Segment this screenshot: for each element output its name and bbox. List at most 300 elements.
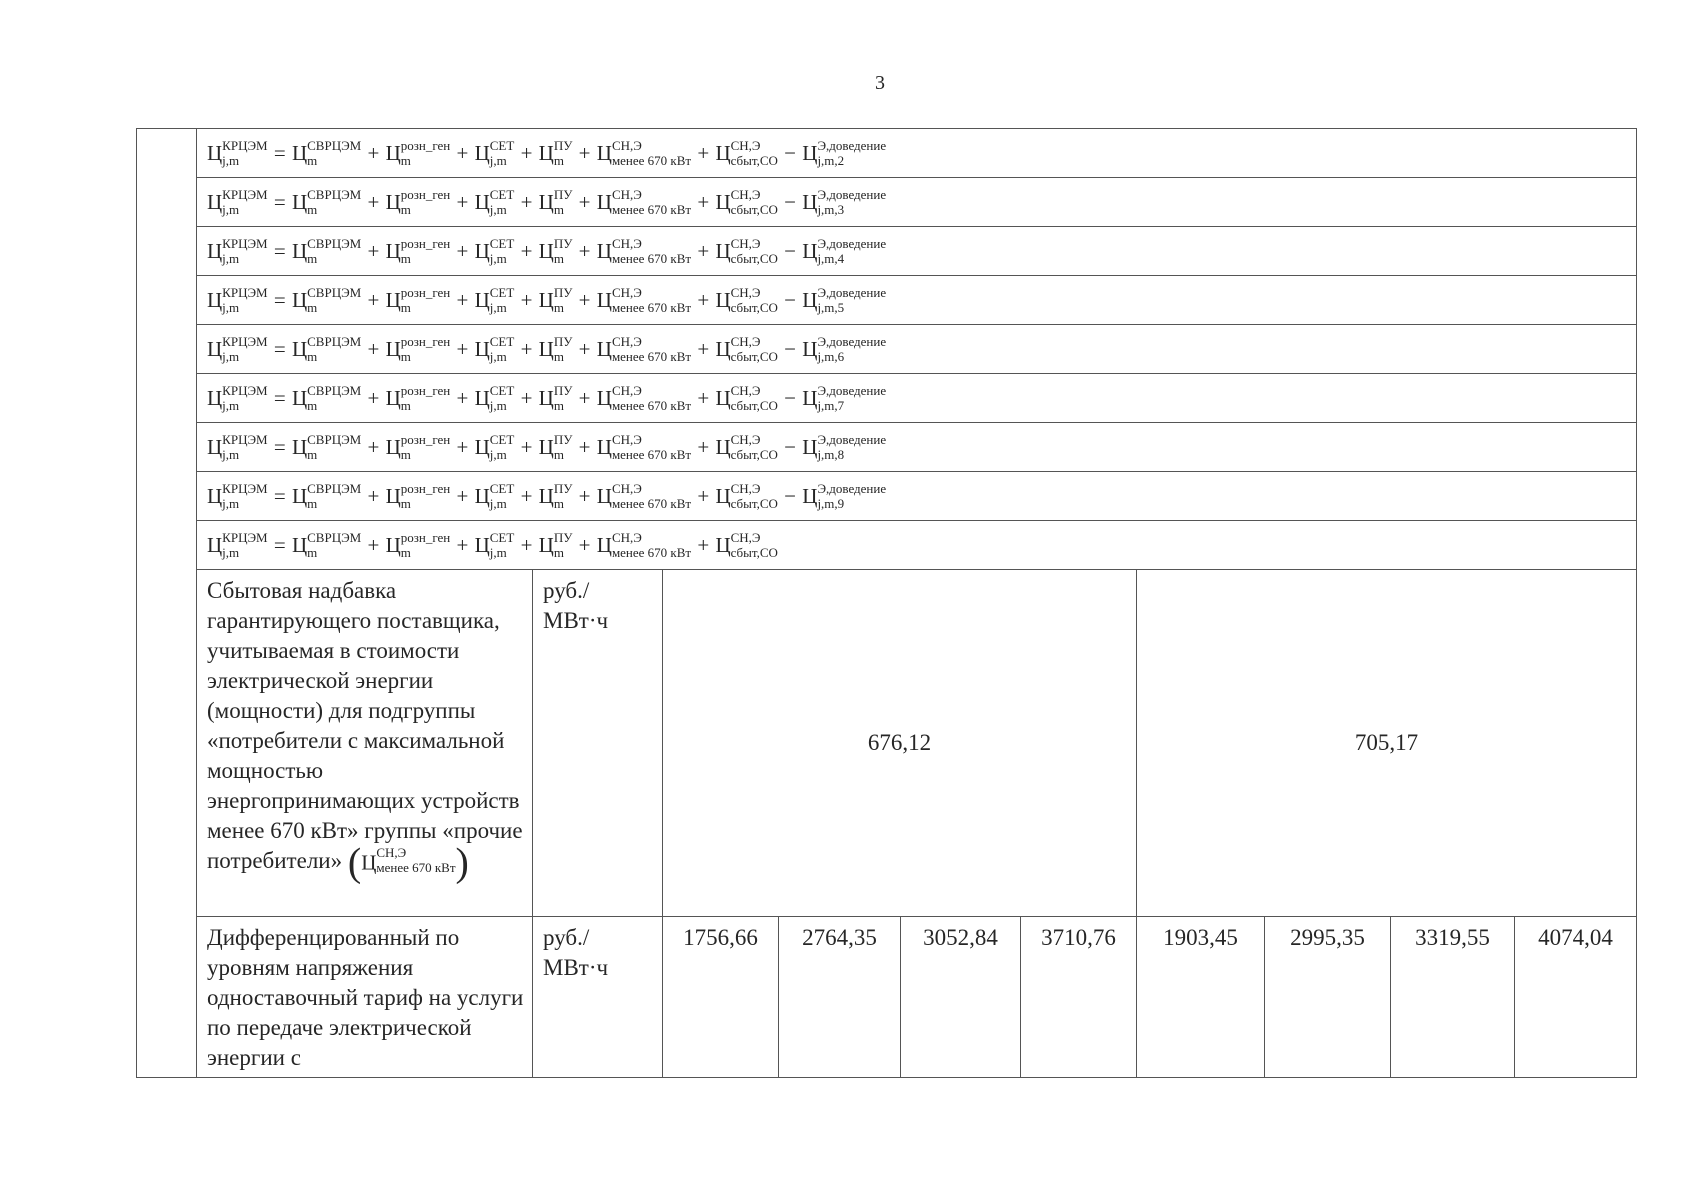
formula-part: j,m <box>489 299 507 315</box>
formula-part: Ц <box>802 386 818 410</box>
formula-part: + <box>578 533 591 557</box>
formula-part: Ц <box>715 484 731 508</box>
formula-part: m <box>400 299 411 315</box>
formula-part: Ц <box>596 141 612 165</box>
formula-part: СЕТ <box>489 284 515 300</box>
formula-part: j,m <box>222 299 240 315</box>
formula-part: j,m,3 <box>817 201 845 217</box>
formula-part: Ц <box>596 484 612 508</box>
formula-part: ПУ <box>553 137 573 153</box>
formula-part: СЕТ <box>489 137 515 153</box>
formula <box>207 480 887 511</box>
formula-part: m <box>400 397 411 413</box>
formula-part: СН,Э <box>611 284 642 300</box>
formula-part: + <box>578 190 591 214</box>
formula-part: КРЦЭМ <box>222 382 268 398</box>
formula-part: m <box>400 544 411 560</box>
formula-part: менее 670 кВт <box>611 201 692 217</box>
formula-part: сбыт,СО <box>730 250 778 266</box>
formula-part: j,m,2 <box>817 152 845 168</box>
formula-part: Ц <box>538 484 554 508</box>
formula-part: Ц <box>474 239 490 263</box>
formula-part: Ц <box>596 239 612 263</box>
price-symbol: Ц <box>207 288 223 312</box>
formula-row <box>137 227 1637 276</box>
formula-part: ПУ <box>553 480 573 496</box>
formula-part: − <box>784 435 797 459</box>
formula-cell <box>197 178 1637 227</box>
formula-part: Ц <box>474 141 490 165</box>
formula-part: СН,Э <box>730 480 761 496</box>
formula-part: m <box>553 544 564 560</box>
formula-part: Ц <box>802 288 818 312</box>
formula-part: СЕТ <box>489 235 515 251</box>
formula-part: + <box>456 435 469 459</box>
formula-part: ПУ <box>553 529 573 545</box>
formula-part: + <box>520 337 533 361</box>
formula-part: j,m <box>222 201 240 217</box>
formula-part: + <box>697 288 710 312</box>
formula-part: Э,доведение <box>817 284 887 300</box>
formula-part: m <box>307 446 318 462</box>
formula-part: + <box>578 141 591 165</box>
formula-part: + <box>456 386 469 410</box>
paren-close: ) <box>455 839 469 885</box>
price-symbol: Ц <box>207 386 223 410</box>
formula-part: Ц <box>291 337 308 361</box>
formula-part: сбыт,СО <box>730 201 778 217</box>
formula-part: сбыт,СО <box>730 299 778 315</box>
formula-row <box>137 178 1637 227</box>
formula-part: Ц <box>538 533 554 557</box>
tariff-value: 3052,84 <box>901 917 1021 1078</box>
formula-cell <box>197 472 1637 521</box>
formula-part: менее 670 кВт <box>611 348 692 364</box>
formula-part: j,m <box>222 250 240 266</box>
formula-part: СЕТ <box>489 431 515 447</box>
formula-part: розн_ген <box>400 137 451 153</box>
formula-part: СН,Э <box>730 235 761 251</box>
formula-part: СН,Э <box>611 235 642 251</box>
formula-part: j,m <box>222 152 240 168</box>
formula-part: + <box>520 386 533 410</box>
formula-cell <box>197 423 1637 472</box>
formula-part: + <box>456 288 469 312</box>
formula-part: + <box>520 288 533 312</box>
formula <box>207 333 887 364</box>
formula-part: розн_ген <box>400 235 451 251</box>
formula-part: КРЦЭМ <box>222 284 268 300</box>
markup-value-2: 705,17 <box>1137 570 1637 917</box>
formula-part: − <box>784 337 797 361</box>
formula-cell <box>197 129 1637 178</box>
formula-part: СЕТ <box>489 529 515 545</box>
formula-part: Ц <box>474 386 490 410</box>
formula-part: Ц <box>474 337 490 361</box>
formula-part: + <box>456 533 469 557</box>
formula-part: СВРЦЭМ <box>307 186 362 202</box>
formula-part: Ц <box>596 288 612 312</box>
formula-part: Ц <box>715 337 731 361</box>
formula-part: j,m <box>489 348 507 364</box>
formula-part: m <box>553 299 564 315</box>
formula-part: розн_ген <box>400 431 451 447</box>
formula-part: − <box>784 288 797 312</box>
formula-part: сбыт,СО <box>730 348 778 364</box>
formula-part: сбыт,СО <box>730 544 778 560</box>
paren-open: ( <box>347 839 362 885</box>
formula-part: j,m <box>222 544 240 560</box>
formula-part: Ц <box>291 533 308 557</box>
formula-part: СН,Э <box>730 529 761 545</box>
formula-part: + <box>578 239 591 263</box>
formula-part: + <box>578 288 591 312</box>
formula-part: СЕТ <box>489 382 515 398</box>
tariff-value: 1756,66 <box>663 917 779 1078</box>
formula-part: КРЦЭМ <box>222 480 268 496</box>
formula-part: Ц <box>596 435 612 459</box>
formula-part: m <box>307 348 318 364</box>
tariff-value: 3319,55 <box>1391 917 1515 1078</box>
formula-part: СВРЦЭМ <box>307 137 362 153</box>
formula-part: m <box>553 152 564 168</box>
formula-part: + <box>697 386 710 410</box>
formula-part: + <box>520 239 533 263</box>
formula-part: m <box>307 299 318 315</box>
formula-part: КРЦЭМ <box>222 333 268 349</box>
formula-part: Э,доведение <box>817 480 887 496</box>
formula-part: Ц <box>715 141 731 165</box>
formula-part: − <box>784 141 797 165</box>
formula-part: Э,доведение <box>817 382 887 398</box>
formula-cell <box>197 325 1637 374</box>
formula-part: Ц <box>385 533 401 557</box>
formula-row <box>137 423 1637 472</box>
formula-part: j,m,9 <box>817 495 845 511</box>
formula-part: менее 670 кВт <box>611 299 692 315</box>
formula-part: Ц <box>538 386 554 410</box>
formula-part: СН,Э <box>730 382 761 398</box>
formula-part: Ц <box>385 386 401 410</box>
formula-part: = <box>273 484 286 508</box>
formula-part: СН,Э <box>730 333 761 349</box>
formula-part: Ц <box>385 484 401 508</box>
formula-part: Ц <box>538 190 554 214</box>
formula-part: + <box>520 141 533 165</box>
formula-part: m <box>553 495 564 511</box>
price-symbol: Ц <box>207 239 223 263</box>
formula-part: + <box>367 386 380 410</box>
formula-part: ПУ <box>553 235 573 251</box>
formula-part: j,m <box>489 250 507 266</box>
formula <box>207 529 778 560</box>
formula-part: j,m <box>222 446 240 462</box>
formula-part: Ц <box>802 484 818 508</box>
markup-row <box>137 570 1637 917</box>
formula-part: m <box>553 446 564 462</box>
formula-part: СН,Э <box>730 431 761 447</box>
price-symbol: Ц <box>361 850 377 875</box>
formula-part: Ц <box>538 435 554 459</box>
tariff-value: 4074,04 <box>1515 917 1637 1078</box>
formula-part: СЕТ <box>489 333 515 349</box>
formula-part: m <box>553 397 564 413</box>
formula-part: + <box>367 190 380 214</box>
formula-part: Ц <box>385 337 401 361</box>
formula-part: Ц <box>385 141 401 165</box>
formula-part: + <box>520 533 533 557</box>
formula <box>207 137 887 168</box>
formula-part: m <box>400 201 411 217</box>
formula-part: Ц <box>291 288 308 312</box>
formula-row <box>137 129 1637 178</box>
formula-part: − <box>784 386 797 410</box>
formula-part: + <box>367 435 380 459</box>
formula-part: m <box>307 397 318 413</box>
formula-part: СН,Э <box>611 382 642 398</box>
formula-part: ПУ <box>553 284 573 300</box>
formula-part: m <box>553 250 564 266</box>
formula-part: Э,доведение <box>817 186 887 202</box>
formula-part: розн_ген <box>400 480 451 496</box>
formula-part: Ц <box>538 141 554 165</box>
markup-label: Сбытовая надбавка гарантирующего поставщика, учитываемая в стоимости электрической энергии (мощности) для подгруппы «потребители с максимальной мощностью энергопринимающих устройств менее 670 кВт» группы «прочие потребители» <box>207 578 523 873</box>
tariff-value: 3710,76 <box>1021 917 1137 1078</box>
formula-part: ПУ <box>553 333 573 349</box>
formula-part: СВРЦЭМ <box>307 235 362 251</box>
formula-part: = <box>273 337 286 361</box>
formula-part: КРЦЭМ <box>222 235 268 251</box>
formula-part: розн_ген <box>400 186 451 202</box>
formula-part: Ц <box>474 484 490 508</box>
formula-part: розн_ген <box>400 529 451 545</box>
formula-part: менее 670 кВт <box>611 152 692 168</box>
formula-part: Ц <box>538 288 554 312</box>
formula-part: менее 670 кВт <box>611 544 692 560</box>
formula-part: Ц <box>715 386 731 410</box>
formula-part: Ц <box>596 337 612 361</box>
formula-part: СВРЦЭМ <box>307 431 362 447</box>
formula-part: Ц <box>538 239 554 263</box>
formula-part: + <box>697 141 710 165</box>
formula-part: ПУ <box>553 431 573 447</box>
formula-part: + <box>578 484 591 508</box>
formula-part: − <box>784 484 797 508</box>
tariff-label: Дифференцированный по уровням напряжения одноставочный тариф на услуги по передаче электрической энергии с <box>197 917 533 1078</box>
formula-part: + <box>520 190 533 214</box>
formula-part: j,m,4 <box>817 250 845 266</box>
symbol-sub: менее 670 кВт <box>376 860 456 876</box>
formula-part: Ц <box>291 435 308 459</box>
formula-row <box>137 521 1637 570</box>
formula-part: m <box>400 250 411 266</box>
markup-label-cell <box>197 570 533 917</box>
formula-part: j,m <box>222 495 240 511</box>
formula-part: СВРЦЭМ <box>307 284 362 300</box>
tariff-value: 2764,35 <box>779 917 901 1078</box>
formula-part: m <box>553 201 564 217</box>
formula-part: Ц <box>715 533 731 557</box>
formula-cell <box>197 374 1637 423</box>
formula-part: СН,Э <box>611 529 642 545</box>
formula-part: + <box>456 239 469 263</box>
formula-part: + <box>697 484 710 508</box>
formula-part: Ц <box>291 141 308 165</box>
formula-part: Ц <box>802 141 818 165</box>
formula-part: Ц <box>385 435 401 459</box>
formula-part: m <box>400 348 411 364</box>
formula-part: j,m,8 <box>817 446 845 462</box>
formula-part: + <box>367 288 380 312</box>
formula-part: = <box>273 386 286 410</box>
formula <box>207 284 887 315</box>
markup-value-1: 676,12 <box>663 570 1137 917</box>
formula-row <box>137 374 1637 423</box>
formula-part: Ц <box>802 190 818 214</box>
formula-part: СН,Э <box>730 284 761 300</box>
formula-part: m <box>400 152 411 168</box>
formula-part: розн_ген <box>400 284 451 300</box>
formula-part: j,m <box>489 495 507 511</box>
formula-part: СВРЦЭМ <box>307 382 362 398</box>
formula-part: СН,Э <box>611 186 642 202</box>
formula-part: + <box>697 239 710 263</box>
formula-part: СН,Э <box>611 480 642 496</box>
formula-part: менее 670 кВт <box>611 250 692 266</box>
formula-part: КРЦЭМ <box>222 431 268 447</box>
tariff-row <box>137 917 1637 1078</box>
tariff-value: 1903,45 <box>1137 917 1265 1078</box>
formula-part: СН,Э <box>611 431 642 447</box>
formula-part: m <box>307 495 318 511</box>
formula-part: j,m <box>489 446 507 462</box>
formula-part: m <box>307 152 318 168</box>
formula-part: Ц <box>802 239 818 263</box>
tariff-value: 2995,35 <box>1265 917 1391 1078</box>
formula-part: + <box>367 337 380 361</box>
formula-part: Ц <box>385 190 401 214</box>
formula-part: Ц <box>715 435 731 459</box>
formula <box>207 431 887 462</box>
formula-part: + <box>456 141 469 165</box>
formula-part: менее 670 кВт <box>611 495 692 511</box>
formula-part: + <box>697 435 710 459</box>
formula-part: = <box>273 288 286 312</box>
formula-part: Э,доведение <box>817 431 887 447</box>
formula-part: СН,Э <box>611 137 642 153</box>
markup-unit: руб./ МВт·ч <box>533 570 663 917</box>
formula-part: Ц <box>715 288 731 312</box>
formula-part: + <box>578 435 591 459</box>
formula-part: = <box>273 190 286 214</box>
price-symbol: Ц <box>207 533 223 557</box>
formula-part: сбыт,СО <box>730 152 778 168</box>
formula-part: m <box>307 544 318 560</box>
formula-part: + <box>578 337 591 361</box>
formula-part: Ц <box>596 533 612 557</box>
table-body <box>137 129 1637 1078</box>
formula-part: Ц <box>291 484 308 508</box>
formula-part: m <box>307 250 318 266</box>
formula-part: менее 670 кВт <box>611 446 692 462</box>
formula <box>207 382 887 413</box>
formula-part: СЕТ <box>489 186 515 202</box>
symbol-sup: СН,Э <box>376 845 407 861</box>
formula-cell <box>197 227 1637 276</box>
formula-part: j,m <box>489 544 507 560</box>
formula-part: + <box>367 239 380 263</box>
formula-part: ПУ <box>553 186 573 202</box>
formula-part: + <box>456 337 469 361</box>
formula-part: = <box>273 141 286 165</box>
formula-part: Ц <box>385 239 401 263</box>
formula-part: m <box>400 446 411 462</box>
formula-part: розн_ген <box>400 382 451 398</box>
formula-part: Э,доведение <box>817 235 887 251</box>
formula-part: менее 670 кВт <box>611 397 692 413</box>
formula-part: Ц <box>474 190 490 214</box>
formula-part: j,m <box>489 397 507 413</box>
tariff-table <box>136 128 1637 1078</box>
formula-part: j,m <box>489 152 507 168</box>
formula-part: Ц <box>474 435 490 459</box>
formula-part: Ц <box>538 337 554 361</box>
formula-part: Э,доведение <box>817 137 887 153</box>
formula <box>207 186 887 217</box>
formula-part: + <box>367 141 380 165</box>
price-symbol: Ц <box>207 435 223 459</box>
formula-part: Ц <box>715 239 731 263</box>
price-symbol: Ц <box>207 141 223 165</box>
formula-part: Ц <box>291 386 308 410</box>
formula-part: сбыт,СО <box>730 446 778 462</box>
formula-part: Ц <box>291 190 308 214</box>
formula-part: + <box>697 337 710 361</box>
formula-cell <box>197 521 1637 570</box>
formula-part: + <box>367 533 380 557</box>
price-symbol: Ц <box>207 484 223 508</box>
formula-part: − <box>784 190 797 214</box>
formula-part: Ц <box>715 190 731 214</box>
left-margin-column <box>137 129 197 1078</box>
formula-part: + <box>697 190 710 214</box>
price-symbol: Ц <box>207 190 223 214</box>
formula-part: j,m,7 <box>817 397 845 413</box>
formula-part: СЕТ <box>489 480 515 496</box>
formula-part: СН,Э <box>730 186 761 202</box>
page-number: 3 <box>875 72 885 94</box>
formula-part: Ц <box>291 239 308 263</box>
formula-row <box>137 325 1637 374</box>
formula-part: j,m,5 <box>817 299 845 315</box>
formula-part: j,m <box>222 397 240 413</box>
formula-part: + <box>456 190 469 214</box>
formula-part: + <box>367 484 380 508</box>
formula-part: СН,Э <box>611 333 642 349</box>
formula-part: Ц <box>474 288 490 312</box>
formula-part: + <box>520 435 533 459</box>
formula-part: − <box>784 239 797 263</box>
formula-part: КРЦЭМ <box>222 529 268 545</box>
formula-part: + <box>456 484 469 508</box>
formula-part: розн_ген <box>400 333 451 349</box>
formula-part: + <box>578 386 591 410</box>
formula-part: Ц <box>474 533 490 557</box>
formula-row <box>137 472 1637 521</box>
formula-part: КРЦЭМ <box>222 186 268 202</box>
formula-part: Ц <box>596 190 612 214</box>
formula-row <box>137 276 1637 325</box>
